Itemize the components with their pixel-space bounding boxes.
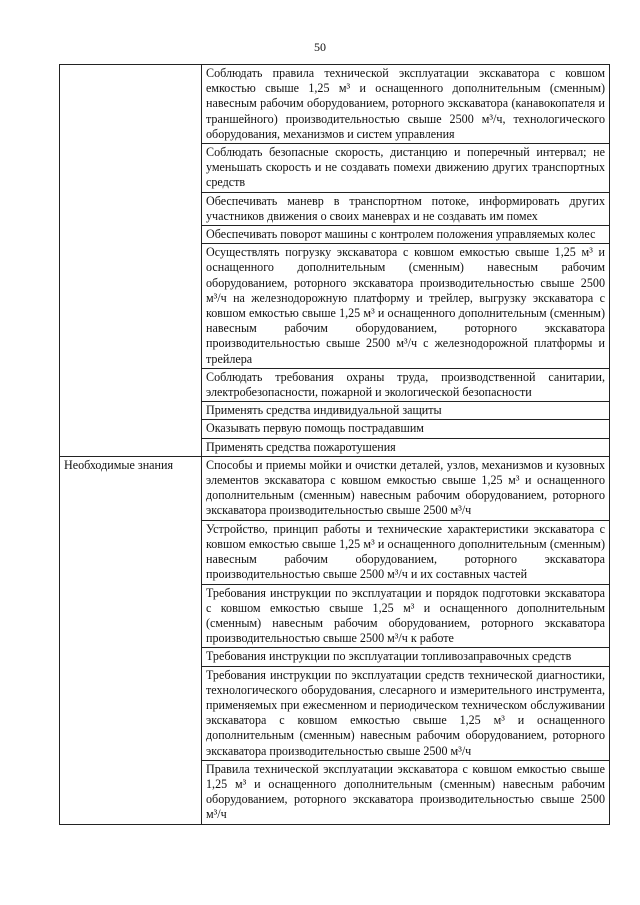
skills-label-cell: [60, 65, 202, 457]
table-row: [60, 65, 610, 144]
table-cell: Оказывать первую помощь пострадавшим: [202, 420, 610, 438]
table-cell: Требования инструкции по эксплуатации средств технической диагностики, технологического оборудования, слесарного и измерительного инструмента, применяемых при ежесменном и периодическом техническом обслуживании экскаватора с ковшом емкостью свыше 1,25 м³ и оснащенного дополнительным (сменным) навесным рабочим оборудованием, роторного экскаватора производительностью свыше 2500 м³/ч: [202, 666, 610, 760]
table-cell: Правила технической эксплуатации экскаватора с ковшом емкостью свыше 1,25 м³ и оснащенного дополнительным (сменным) навесным рабочим оборудованием, роторного экскаватора производительностью свыше 2500 м³/ч: [202, 760, 610, 824]
table-cell: Применять средства пожаротушения: [202, 438, 610, 456]
table-cell: Требования инструкции по эксплуатации и порядок подготовки экскаватора с ковшом емкостью свыше 1,25 м³ и оснащенного дополнительным (сменным) навесным рабочим оборудованием, роторного экскаватора производительностью свыше 2500 м³/ч к работе: [202, 584, 610, 648]
table-cell: Способы и приемы мойки и очистки деталей, узлов, механизмов и кузовных элементов экскаватора с ковшом емкостью свыше 1,25 м³ и оснащенного дополнительным (сменным) навесным рабочим оборудованием, роторного экскаватора производительностью свыше 2500 м³/ч: [202, 456, 610, 520]
table-cell: Применять средства индивидуальной защиты: [202, 402, 610, 420]
table-cell: Соблюдать требования охраны труда, производственной санитарии, электробезопасности, пожарной и экологической безопасности: [202, 368, 610, 401]
table-cell: Соблюдать безопасные скорость, дистанцию и поперечный интервал; не уменьшать скорость и не создавать помехи движению других транспортных средств: [202, 144, 610, 193]
page-number: 50: [314, 40, 326, 54]
table-cell: Требования инструкции по эксплуатации топливозаправочных средств: [202, 648, 610, 666]
table-row: [60, 456, 610, 520]
requirements-table: [59, 64, 610, 825]
table-cell: Обеспечивать маневр в транспортном потоке, информировать других участников движения о своих маневрах и не создавать им помех: [202, 192, 610, 225]
table-cell: Осуществлять погрузку экскаватора с ковшом емкостью свыше 1,25 м³ и оснащенного дополнительным (сменным) навесным рабочим оборудованием, роторного экскаватора производительностью свыше 2500 м³/ч на железнодорожную платформу и трейлер, выгрузку экскаватора с ковшом емкостью свыше 1,25 м³ и оснащенного дополнительным (сменным) навесным рабочим оборудованием, роторного экскаватора производительностью свыше 2500 м³/ч с железнодорожной платформы и трейлера: [202, 244, 610, 369]
knowledge-label-cell: Необходимые знания: [60, 456, 202, 824]
table-cell: Обеспечивать поворот машины с контролем положения управляемых колес: [202, 226, 610, 244]
table-cell: Устройство, принцип работы и технические характеристики экскаватора с ковшом емкостью свыше 1,25 м³ и оснащенного дополнительным (сменным) навесным рабочим оборудованием, роторного экскаватора производительностью свыше 2500 м³/ч и их составных частей: [202, 520, 610, 584]
table-cell: Соблюдать правила технической эксплуатации экскаватора с ковшом емкостью свыше 1,25 м³ и оснащенного дополнительным (сменным) навесным рабочим оборудованием, роторного экскаватора (канавокопателя и траншейного) производительностью свыше 2500 м³/ч, технологического оборудования, механизмов и систем управления: [202, 65, 610, 144]
